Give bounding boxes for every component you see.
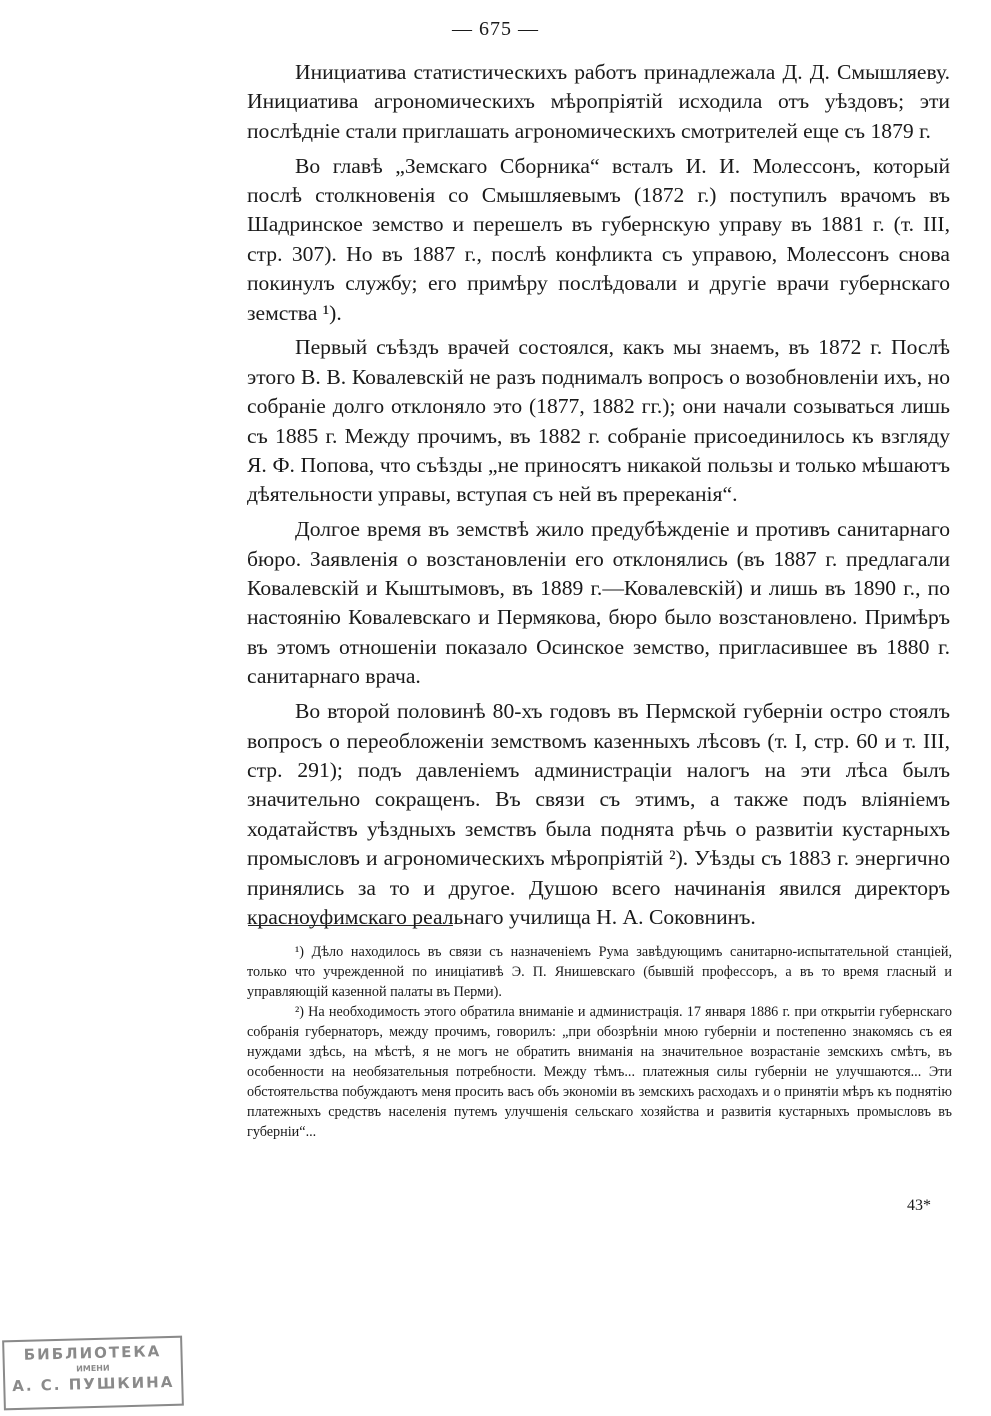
page-number: — 675 —: [452, 18, 539, 40]
paragraph: Во главѣ „Земскаго Сборника“ всталъ И. И. Молессонъ, который послѣ столкновенія со Смышляевымъ (1872 г.) поступилъ врачомъ въ Шадринское земство и перешелъ въ губернскую управу въ 1881 г. (т. III, стр. 307). Но въ 1887 г., послѣ конфликта съ управою, Молессонъ снова покинулъ службу; его примѣру послѣдовали и другіе врачи губернскаго земства ¹).: [247, 153, 950, 325]
library-stamp: [2, 1336, 184, 1411]
paragraph: Во второй половинѣ 80-хъ годовъ въ Пермской губерніи остро стоялъ вопросъ о переобложеніи земствомъ казенныхъ лѣсовъ (т. I, стр. 60 и т. III, стр. 291); подъ давленіемъ администраціи налогъ на эти лѣса былъ значительно сокращенъ. Въ связи съ этимъ, а также подъ вліяніемъ ходатайствъ уѣздныхъ земствъ была поднята рѣчь о развитіи кустарныхъ промысловъ и агрономическихъ мѣропріятій ²). Уѣзды съ 1883 г. энергично принялись за то и другое. Душою всего начинанія явился директоръ красноуфимскаго реальнаго училища Н. А. Соковнинъ.: [247, 699, 950, 929]
signature-mark: 43*: [907, 1197, 931, 1214]
stamp-line: А. С. ПУШКИНА: [12, 1372, 175, 1396]
paragraph: Долгое время въ земствѣ жило предубѣжденіе и противъ санитарнаго бюро. Заявленія о возстановленіи его отклонялись (въ 1887 г. предлагали Ковалевскій и Кыштымовъ, въ 1889 г.—Ковалевскій) и лишь въ 1890 г., по настоянію Ковалевскаго и Пермякова, бюро было возстановлено. Примѣръ въ этомъ отношеніи показало Осинское земство, пригласившее въ 1880 г. санитарнаго врача.: [247, 517, 950, 689]
stamp-line: ИМЕНИ: [76, 1363, 110, 1374]
footnote: ²) На необходимость этого обратила вниманіе и администрація. 17 января 1886 г. при открытіи губернскаго собранія губернаторъ, между прочимъ, говорилъ: „при обозрѣніи мною губерніи и постепенно знакомясь съ ея нуждами здѣсь, на мѣстѣ, я не могъ не обратить вниманія на значительное возрастаніе земскихъ смѣтъ, въ особенности на необязательныя потребности. Между тѣмъ... платежныя силы губерніи не улучшаются... Эти обстоятельства побуждаютъ меня просить васъ объ экономіи въ земскихъ расходахъ и о принятіи мѣръ къ поднятію платежныхъ средствъ населенія путемъ улучшенія сельскаго хозяйства и развитія кустарныхъ промысловъ въ губерніи“...: [247, 1004, 952, 1140]
paragraph: Инициатива статистическихъ работъ принадлежала Д. Д. Смышляеву. Инициатива агрономическихъ мѣропріятій исходила отъ уѣздовъ; эти послѣдніе стали приглашать агрономическихъ смотрителей еще съ 1879 г.: [247, 60, 950, 143]
footnote-divider: [248, 925, 453, 926]
paragraph: Первый съѣздъ врачей состоялся, какъ мы знаемъ, въ 1872 г. Послѣ этого В. В. Ковалевскій не разъ поднималъ вопросъ о возобновленіи ихъ, но собраніе долго отклоняло это (1877, 1882 гг.); они начали созываться лишь съ 1885 г. Между прочимъ, въ 1882 г. собраніе присоединилось къ взгляду Я. Ф. Попова, что съѣзды „не приносятъ никакой пользы и только мѣшаютъ дѣятельности управы, вступая съ ней въ пререканія“.: [247, 335, 950, 507]
stamp-line: БИБЛИОТЕКА: [23, 1342, 162, 1364]
footnote: ¹) Дѣло находилось въ связи съ назначеніемъ Рума завѣдующимъ санитарно-испытательной станціей, только что учрежденной по иниціативѣ Э. П. Янишевскаго (бывшій профессоръ, а въ то время гласный и управляющій казенной палаты въ Перми).: [247, 944, 952, 1000]
footnotes: [247, 942, 952, 1142]
body-text: [247, 58, 950, 938]
